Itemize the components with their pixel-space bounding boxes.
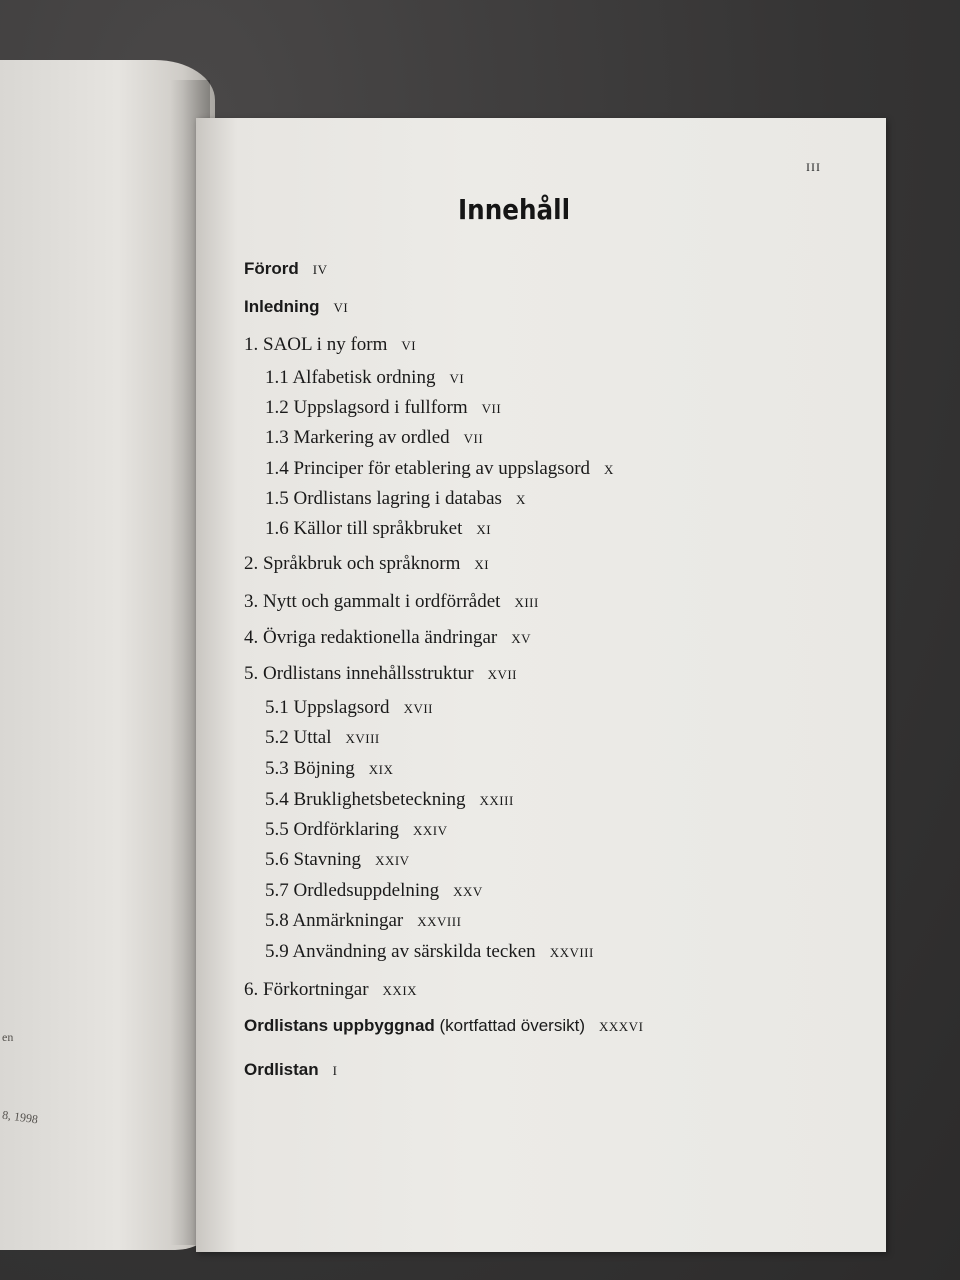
toc-entry [265, 789, 514, 811]
toc-entry [265, 488, 526, 510]
toc-entry [265, 880, 483, 902]
toc-entry [265, 518, 491, 540]
toc-entry [265, 427, 483, 449]
toc-entry-title: 5.4 Bruklighetsbeteckning [265, 789, 466, 810]
toc-entry [244, 979, 417, 1001]
right-page [196, 118, 886, 1252]
toc-entry-title: 5.6 Stavning [265, 849, 362, 870]
toc-page-number: VII [481, 401, 502, 416]
toc-entry-title: 5.2 Uttal [265, 727, 332, 748]
toc-entry-title: 5.9 Användning av särskilda tecken [265, 941, 536, 962]
toc-page-number: XIX [368, 762, 394, 777]
toc-page-number: XIII [514, 595, 539, 610]
toc-page-number: XXV [453, 884, 483, 899]
page-number: III [806, 160, 821, 174]
toc-page-number: VI [401, 338, 417, 353]
toc-entry-title: 3. Nytt och gammalt i ordförrådet [244, 591, 501, 612]
toc-entry [244, 553, 489, 575]
toc-page-number: XXIV [413, 823, 448, 838]
toc-entry [265, 849, 410, 871]
toc-entry [265, 697, 433, 719]
toc-entry-title: Förord [244, 259, 299, 278]
toc-entry [265, 367, 464, 389]
toc-entry-title: 1. SAOL i ny form [244, 334, 388, 355]
toc-page-number: VII [463, 431, 484, 446]
toc-entry [265, 819, 448, 841]
toc-entry [244, 334, 416, 356]
toc-entry-title: 6. Förkortningar [244, 979, 369, 1000]
toc-entry-title: 1.3 Markering av ordled [265, 427, 450, 448]
toc-entry-title: 5. Ordlistans innehållsstruktur [244, 663, 474, 684]
toc-entry-title: 1.1 Alfabetisk ordning [265, 367, 436, 388]
toc-entry [244, 663, 517, 685]
toc-page-number: IV [312, 262, 328, 277]
toc-entry [265, 941, 594, 963]
toc-entry [265, 910, 461, 932]
toc-entry [244, 1015, 643, 1037]
toc-entry-title: 1.5 Ordlistans lagring i databas [265, 488, 502, 509]
toc-entry-title: 1.2 Uppslagsord i fullform [265, 397, 468, 418]
toc-entry-title: 4. Övriga redaktionella ändringar [244, 627, 498, 648]
toc-page-number: VI [333, 300, 349, 315]
toc-page-number: XI [476, 522, 492, 537]
page-title: Innehåll [458, 193, 571, 226]
toc-page-number: XI [474, 557, 490, 572]
toc-page-number: XXVIII [549, 945, 594, 960]
toc-page-number: I [332, 1063, 338, 1078]
toc-page-number: XXIV [375, 853, 410, 868]
toc-page-number: XXIII [479, 793, 514, 808]
toc-entry [265, 458, 614, 480]
toc-page-number: X [515, 492, 526, 507]
toc-entry-title: 5.1 Uppslagsord [265, 697, 390, 718]
toc-entry [244, 591, 539, 613]
toc-page-number: XVII [487, 667, 517, 682]
toc-entry [265, 758, 393, 780]
toc-entry-title: 5.8 Anmärkningar [265, 910, 404, 931]
toc-entry-title: 1.4 Principer för etablering av uppslagsord [265, 458, 591, 479]
left-page-fragment: 8, 1998 [1, 1107, 39, 1127]
left-page-fragment: en [2, 1030, 14, 1044]
toc-page-number: X [604, 462, 614, 477]
toc-entry [244, 627, 531, 649]
toc-page-number: XXVIII [417, 914, 462, 929]
toc-page-number: VI [449, 371, 465, 386]
toc-page-number: XVIII [345, 731, 380, 746]
toc-entry-title: 1.6 Källor till språkbruket [265, 518, 463, 539]
toc-entry [244, 258, 328, 280]
toc-page-number: XV [511, 631, 532, 646]
toc-page-number: XVII [403, 701, 433, 716]
toc-entry-title: 5.5 Ordförklaring [265, 819, 400, 840]
toc-entry-title: 5.7 Ordledsuppdelning [265, 880, 440, 901]
toc-page-number: XXXVI [599, 1019, 644, 1034]
toc-entry [244, 1059, 337, 1081]
toc-entry [265, 727, 380, 749]
toc-entry-title: Inledning [244, 297, 320, 316]
toc-entry-title: Ordlistan [244, 1060, 319, 1079]
toc-entry-subtitle: (kortfattad översikt) [434, 1016, 586, 1035]
toc-entry [265, 397, 501, 419]
toc-page-number: XXIX [382, 983, 418, 998]
toc-entry-title: 5.3 Böjning [265, 758, 355, 779]
toc-entry [244, 296, 348, 318]
toc-entry-title: 2. Språkbruk och språknorm [244, 553, 461, 574]
toc-entry-title: Ordlistans uppbyggnad [244, 1016, 435, 1035]
